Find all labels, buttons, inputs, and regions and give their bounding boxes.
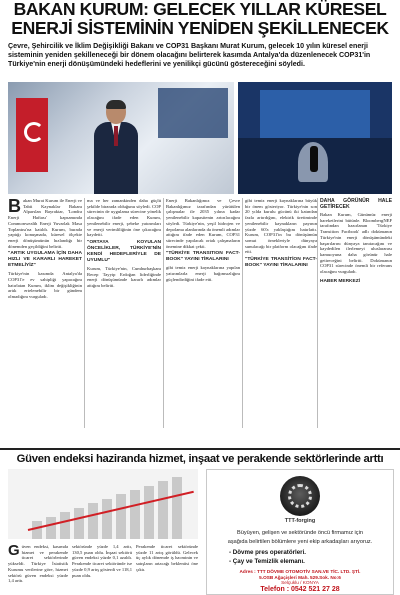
- byline: HABER MERKEZİ: [320, 278, 360, 284]
- article-headline: BAKAN KURUM: GELECEK YILLAR KÜRESEL ENERJİ SİSTEMİNİN YENİDEN ŞEKİLLENECEK: [11, 0, 389, 38]
- article-lede: Çevre, Şehircilik ve İklim Değişikliği Bakanı ve COP31 Başkanı Murat Kurum, gelecek 10 yılın küresel enerji sisteminin yeniden şekilleneceği bir dönem olacağını belirterek kasımda Antalya'da düzenlenecek COP31'in Türkiye'nin enerji dönüşümündeki hedeflerini ve yenilikçi gücünü göstereceğini söyledi.: [8, 42, 371, 68]
- second-article-column-3: [136, 544, 198, 573]
- sidebar-box: [320, 198, 392, 423]
- column-rule: [317, 198, 318, 428]
- sidebar-title: DAHA GÖRÜNÜR HALE GETİRECEK: [320, 198, 392, 210]
- photo-bar: [60, 512, 70, 539]
- column-rule: [242, 198, 243, 428]
- turkish-flag-icon: [16, 98, 48, 172]
- gear-logo-icon: [280, 476, 320, 516]
- ad-address: Adres : TTT DÖVME OTOMOTİV SAN.VE TİC. LTD. ŞTİ.: [239, 569, 361, 574]
- column-text: ma ve her zamankinden daha güçlü şekilde birarada olduğunu söyledi. COP sürecinin de uygulama sürecine yönelik olacağını ifade eden Kurum, yenilenebilir enerji, şebeke yatırımları ve enerji verimliliğinin öne çıkacağını kaydetti.: [87, 198, 161, 238]
- speaker-figure: [94, 100, 138, 194]
- photo-bar: [172, 477, 182, 539]
- photo-bar: [46, 517, 56, 539]
- ad-address: 5.OSB Ağaçişleri Mah. 529.Sok. No:6: [259, 575, 341, 580]
- column-rule: [84, 198, 85, 428]
- column-text: Türkiye'nin kasımda Antalya'da COP31'e ev sahipliği yapacağını hatırlatan Kurum, iklim değişikliğinin artık ertelenebilir bir gündem olmadığını vurguladı.: [8, 271, 82, 300]
- column-subheading: "TÜRKİYE TRANSITION FACT-BOOK" YAYINI TİRALARINI: [166, 251, 240, 263]
- conference-photo: [238, 82, 392, 194]
- column-text: gibi temiz enerji kaynaklarına yapılan yatırımlarla enerji bağımsızlığını güçlendirdiğini ifade etti.: [166, 265, 240, 282]
- column-text: sektöründe yüzde 1,4 arttı, 130,5 puan oldu. İnşaat sektörü güven endeksi yüzde 0,1 azaldı. Perakende ticaret sektöründe ise yüzde 0,9 artış gösterdi ve 118,1 puan oldu.: [72, 544, 132, 578]
- column-subheading: "TÜRKİYE TRANSİTİON FACT-BOOK" YAYINI TİRALARINI: [245, 257, 317, 269]
- ad-brand: TTT-forging: [284, 518, 316, 524]
- sidebar-text: Bakan Kurum, Günümüz enerji hareketlerini bütünle. BloombergNEF tarafından hazırlanan 'Türkiye Transition Factbook' adlı dokümanın Türkiye'nin enerji dönüşümündeki başarılarını dünyaya tanıtacağını ve kaydedilen ilerlemeyi uluslararası kamuoyuna daha görünür hale getireceğini belirtti. Dokümanın COP31 sürecinde önemli bir referans olacağını vurguladı.: [320, 212, 392, 275]
- photo-bar: [158, 481, 168, 539]
- drop-cap: B: [8, 196, 21, 216]
- article-column-3: [166, 198, 240, 282]
- chart-photo: [8, 469, 198, 539]
- photo-bar: [102, 499, 112, 539]
- photo-bar: [116, 494, 126, 539]
- column-text: Enerji Bakanlığımız ve Çevre Bakanlığımız tarafından yürütülen çalışmalar ile 2035 yılına kadar yenilenebilir kapasitenin artırılacağını söyledi. Türkiye'nin, yeşil hidrojen ve depolama alanlarında da önemli adımlar attığını ifade eden Kurum, COP31 sürecinde yapılacak ortak çalışmaların önemine dikkat çekti.: [166, 198, 240, 249]
- article-column-1: [8, 198, 82, 300]
- photo-bar: [88, 503, 98, 539]
- job-advertisement: [206, 469, 394, 595]
- column-rule: [163, 198, 164, 428]
- ad-position: - Dövme pres operatörleri.: [229, 549, 307, 556]
- stage-speaker: [310, 146, 318, 172]
- ad-address: Selçuklu / KONYA: [281, 580, 319, 585]
- second-article-column-2: [72, 544, 132, 578]
- section-divider: [0, 448, 400, 450]
- column-subheading: "ORTAYA KOYULAN ÖNCELİKLER, TÜRKİYE'NİN KENDİ HEDEFLERİYLE DE UYUMLU": [87, 239, 161, 263]
- column-text: Perakende ticaret sektöründe yüzde 11 artış görüldü. Gelecek üç aylık dönemde iş hacminin ve satışların artacağı beklentisi öne çıktı.: [136, 544, 198, 572]
- second-article-body: [8, 544, 198, 592]
- column-text: gibi temiz enerji kaynaklarına büyük bir önem gösteriyor. Türkiye'nin son 20 yılda kurulu gücünü iki katından fazla artırdığını, elektrik üretiminde yenilenebilir kaynakların payının yüzde 60'a yaklaştığını hatırlattı. Kurum, COP31'in bu dönüşümün somut örnekleriyle dünyaya sunulacağı bir platform olacağını ifade etti.: [245, 198, 317, 255]
- column-text: üven endeksi, kasımda hizmet ve perakende ticaret sektörlerinde yükseldi. Türkiye İstatistik Kurumu verilerine göre, hizmet sektörü güven endeksi yüzde 1,4 arttı.: [8, 544, 68, 584]
- ad-intro-line: aşağıda belirtilen bölümlere yeni ekip arkadaşları arıyoruz.: [227, 539, 373, 545]
- second-article-headline: Güven endeksi haziranda hizmet, inşaat ve perakende sektörlerinde arttı: [16, 453, 384, 465]
- article-column-4: [245, 198, 317, 271]
- photo-bar: [144, 486, 154, 539]
- article-column-2: [87, 198, 161, 289]
- column-text: akan Murat Kurum ile Enerji ve Tabii Kaynaklar Bakanı Alparslan Bayraktar, 'Londra Enerji Haftası' kapsamında Commonwealth Enerji Yuvarlak Masa Toplantısı'na katıldı. Kurum, burada yaptığı konuşmada, küresel ölçekte enerji dönüşümünün hızlandığı bir dönemden geçildiğini belirtti.: [8, 198, 82, 249]
- minister-photo: [8, 82, 234, 194]
- ad-phone: Telefon : 0542 521 27 28: [260, 586, 340, 593]
- ad-intro-line: Büyüyen, gelişen ve sektöründe öncü firmamız için: [237, 530, 363, 536]
- drop-cap: G: [8, 542, 20, 559]
- column-text: Kurum, Türkiye'nin, Cumhurbaşkanı Recep Tayyip Erdoğan liderliğinde enerji dönüşümünde kararlı adımlar attığını belirtti.: [87, 265, 161, 289]
- column-subheading: "ARTIK UYGULAMA İÇİN DAHA HIZLI VE KARARLI HAREKET ETMELİYİZ": [8, 251, 82, 269]
- photo-bar: [32, 521, 42, 539]
- second-article-column-1: [8, 544, 68, 584]
- backdrop-screen: [158, 88, 228, 138]
- photo-bar: [130, 490, 140, 539]
- photo-bar: [74, 508, 84, 539]
- ad-position: - Çay ve Temizlik elemanı.: [229, 558, 305, 565]
